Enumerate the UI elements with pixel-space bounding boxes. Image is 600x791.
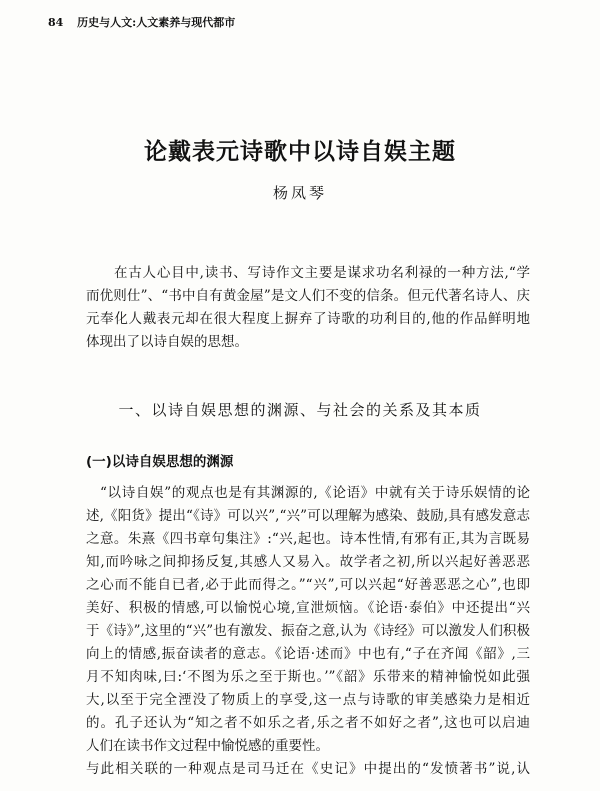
abstract-line: 在古人心目中,读书、写诗作文主要是谋求功名利禄的一种方法,“学 <box>114 265 530 281</box>
body-line: 的。孔子还认为“知之者不如乐之者,乐之者不如好之者”,这也可以启迪 <box>86 715 530 731</box>
body-line: 大,以至于完全湮没了物质上的享受,这一点与诗歌的审美感染力是相近 <box>86 692 530 708</box>
body-line: 与此相关联的一种观点是司马迁在《史记》中提出的“发愤著书”说,认 <box>86 761 530 777</box>
subsection-heading: (一)以诗自娱思想的渊源 <box>86 454 234 470</box>
body-line: 月不知肉味,曰:‘不图为乐之至于斯也。’”《韶》乐带来的精神愉悦如此强 <box>86 669 530 685</box>
abstract-line: 元奉化人戴表元却在很大程度上摒弃了诗歌的功利目的,他的作品鲜明地 <box>86 311 530 327</box>
body-line: 于《诗》”,这里的“兴”也有激发、振奋之意,认为《诗经》可以激发人们积极 <box>86 623 530 639</box>
body-line: 之意。朱熹《四书章句集注》:“兴,起也。诗本性情,有邪有正,其为言既易 <box>86 531 530 547</box>
abstract-line: 体现出了以诗自娱的思想。 <box>86 334 248 350</box>
body-line: 人们在读书作文过程中愉悦感的重要性。 <box>86 738 329 754</box>
running-header <box>48 14 235 30</box>
body-line: 述,《阳货》提出“《诗》可以兴”,“兴”可以理解为感染、鼓励,具有感发意志 <box>86 508 530 524</box>
body-line: 之心而不能自已者,必于此而得之。”“兴”,可以兴起“好善恶恶之心”,也即 <box>86 577 530 593</box>
body-line: 知,而吟咏之间抑扬反复,其感人又易入。故学者之初,所以兴起好善恶恶 <box>86 554 530 570</box>
abstract-line: 而优则仕”、“书中自有黄金屋”是文人们不变的信条。但元代著名诗人、庆 <box>86 288 530 304</box>
page-number: 84 <box>48 16 64 29</box>
body-line: 向上的情感,振奋读者的意志。《论语·述而》中也有,“子在齐闻《韶》,三 <box>86 646 530 662</box>
section-heading: 一、以诗自娱思想的渊源、与社会的关系及其本质 <box>118 401 482 419</box>
journal-title: 历史与人文:人文素养与现代都市 <box>77 16 236 29</box>
body-paragraph <box>86 482 530 781</box>
body-line: 美好、积极的情感,可以愉悦心境,宣泄烦恼。《论语·泰伯》中还提出“兴 <box>86 600 530 616</box>
body-line: “以诗自娱”的观点也是有其渊源的,《论语》中就有关于诗乐娱情的论 <box>100 485 530 501</box>
article-title: 论戴表元诗歌中以诗自娱主题 <box>144 138 456 165</box>
article-author: 杨凤琴 <box>272 184 327 202</box>
abstract-paragraph <box>86 262 530 354</box>
